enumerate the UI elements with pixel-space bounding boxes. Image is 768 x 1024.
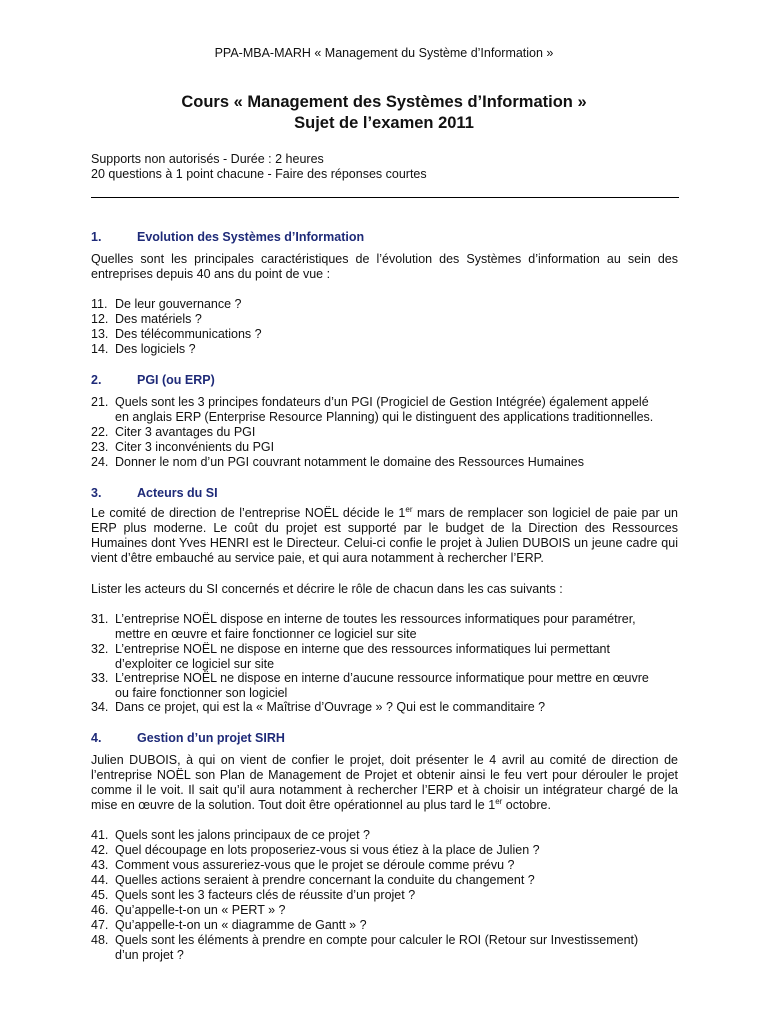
question-item: 14. Des logiciels ? <box>91 342 196 356</box>
question-item: 21. Quels sont les 3 principes fondateurs d’un PGI (Progiciel de Gestion Intégrée) également appelé en anglais ERP (Enterprise Resource Planning) qui le distinguent des applications traditionnelles. <box>91 395 654 424</box>
section-title: Acteurs du SI <box>137 486 218 500</box>
section-heading-3 <box>91 486 218 501</box>
section-3-paragraph: Le comité de direction de l’entreprise NOËL décide le 1er mars de remplacer son logiciel de paie par un ERP plus moderne. Le coût du projet est supporté par le budget de la Direction des Ressources Humaines dont Yves HENRI est le Directeur. Celui-ci confie le projet à Julien DUBOIS un jeune cadre qui vient d’être embauché au service paie, et qui aura notamment à rechercher l’ERP. <box>91 505 678 565</box>
question-item: 13. Des télécommunications ? <box>91 327 262 341</box>
divider <box>91 197 679 198</box>
question-item: 43. Comment vous assureriez-vous que le projet se déroule comme prévu ? <box>91 858 515 872</box>
section-4-paragraph: Julien DUBOIS, à qui on vient de confier le projet, doit présenter le 4 avril au comité de direction de l’entreprise NOËL son Plan de Management de Projet et obtenir ainsi le feu vert pour dérouler le projet comme il le voit. Il sait qu’il aura notamment à rechercher l’ERP et à choisir un intégrateur chargé de la mise en œuvre de la solution. Tout doit être opérationnel au plus tard le 1er octobre. <box>91 753 678 812</box>
section-heading-2 <box>91 373 215 388</box>
section-title: Evolution des Systèmes d’Information <box>137 230 365 244</box>
question-item: 46. Qu’appelle-t-on un « PERT » ? <box>91 903 286 917</box>
question-item: 33. L’entreprise NOËL ne dispose en interne d’aucune ressource informatique pour mettre en œuvre ou faire fonctionner son logiciel <box>91 671 649 700</box>
exam-instructions <box>91 152 427 181</box>
page-header: PPA-MBA-MARH « Management du Système d’Information » <box>214 46 554 60</box>
section-number: 3. <box>91 486 102 500</box>
document-title <box>0 92 768 134</box>
section-number: 1. <box>91 230 102 244</box>
question-item: 32. L’entreprise NOËL ne dispose en interne que des ressources informatiques lui permettant d’exploiter ce logiciel sur site <box>91 642 610 671</box>
section-heading-1 <box>91 230 364 245</box>
question-item: 34. Dans ce projet, qui est la « Maîtrise d’Ouvrage » ? Qui est le commanditaire ? <box>91 700 546 714</box>
title-line-2: Sujet de l’examen 2011 <box>294 114 474 132</box>
section-number: 4. <box>91 731 102 745</box>
question-item: 12. Des matériels ? <box>91 312 202 326</box>
section-3-instruction: Lister les acteurs du SI concernés et décrire le rôle de chacun dans les cas suivants : <box>91 582 563 596</box>
title-line-1: Cours « Management des Systèmes d’Information » <box>181 93 587 111</box>
instructions-line-1: Supports non autorisés - Durée : 2 heures <box>91 152 324 166</box>
question-item: 23. Citer 3 inconvénients du PGI <box>91 440 275 454</box>
question-item: 48. Quels sont les éléments à prendre en compte pour calculer le ROI (Retour sur Investissement) d’un projet ? <box>91 933 639 962</box>
question-item: 45. Quels sont les 3 facteurs clés de réussite d’un projet ? <box>91 888 416 902</box>
section-number: 2. <box>91 373 102 387</box>
section-title: PGI (ou ERP) <box>137 373 215 387</box>
question-item: 31. L’entreprise NOËL dispose en interne de toutes les ressources informatiques pour paramétrer, mettre en œuvre et faire fonctionner ce logiciel sur site <box>91 612 636 641</box>
question-item: 42. Quel découpage en lots proposeriez-vous si vous étiez à la place de Julien ? <box>91 843 540 857</box>
question-item: 24. Donner le nom d’un PGI couvrant notamment le domaine des Ressources Humaines <box>91 455 584 469</box>
section-1-paragraph: Quelles sont les principales caractéristiques de l’évolution des Systèmes d’information au sein des entreprises depuis 40 ans du point de vue : <box>91 252 678 281</box>
question-item: 11. De leur gouvernance ? <box>91 297 242 311</box>
instructions-line-2: 20 questions à 1 point chacune - Faire des réponses courtes <box>91 166 427 181</box>
question-item: 44. Quelles actions seraient à prendre concernant la conduite du changement ? <box>91 873 535 887</box>
question-item: 22. Citer 3 avantages du PGI <box>91 425 256 439</box>
section-title: Gestion d’un projet SIRH <box>137 731 285 745</box>
question-item: 41. Quels sont les jalons principaux de ce projet ? <box>91 828 371 842</box>
section-heading-4 <box>91 731 285 746</box>
question-item: 47. Qu’appelle-t-on un « diagramme de Gantt » ? <box>91 918 367 932</box>
